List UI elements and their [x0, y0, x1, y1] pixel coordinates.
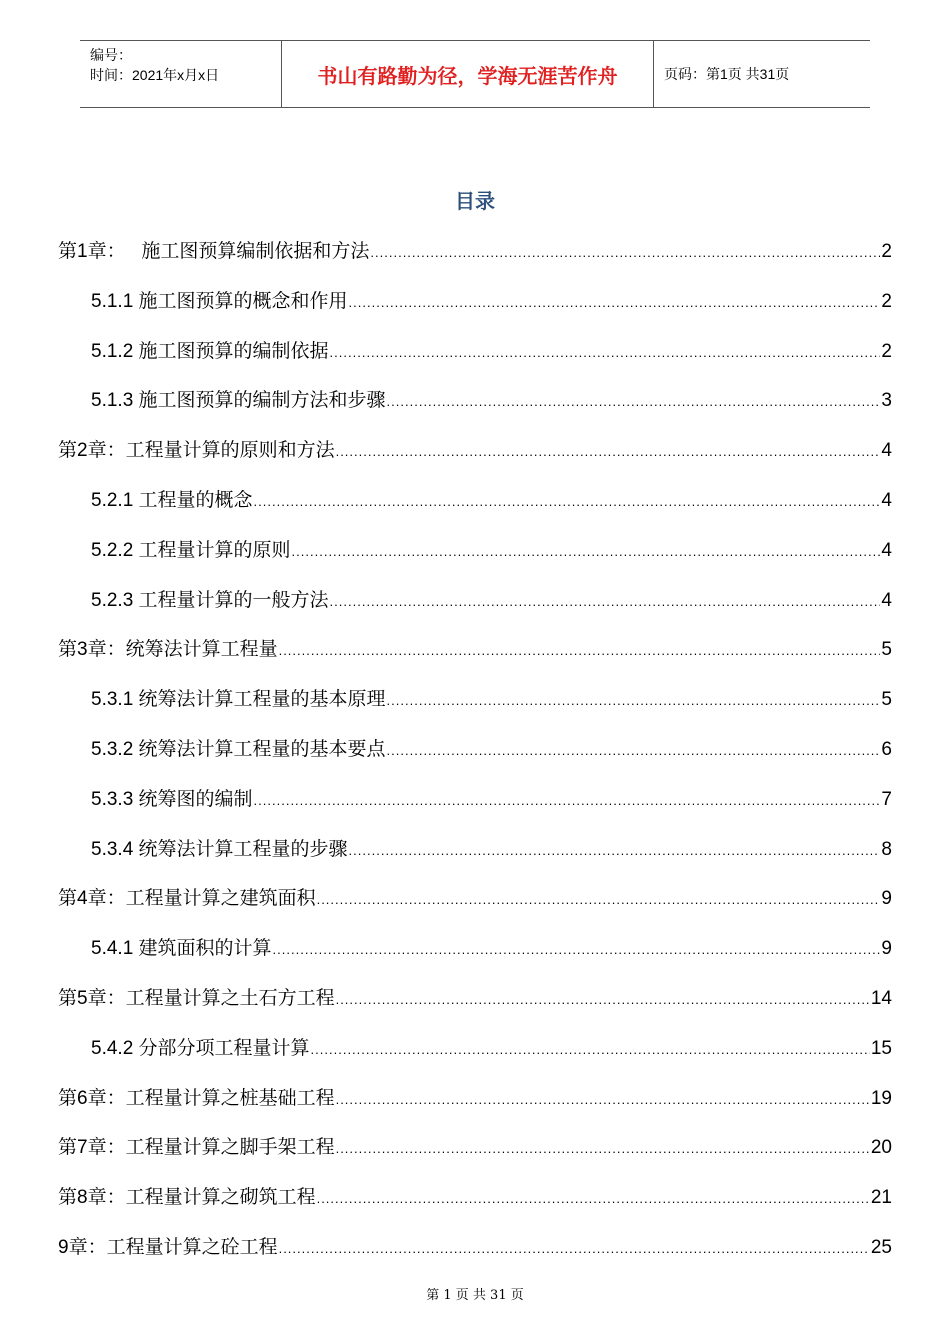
toc-leader-dots: [387, 731, 881, 771]
toc-entry[interactable]: [58, 581, 892, 631]
toc-entry-text: 第1章： 施工图预算编制依据和方法: [58, 241, 370, 262]
toc-entry[interactable]: [58, 332, 892, 382]
toc-entry-text: 5.1.2 施工图预算的编制依据: [91, 340, 329, 362]
toc-entry-text: 5.4.2 分部分项工程量计算: [91, 1037, 310, 1059]
toc-entry[interactable]: [58, 381, 892, 431]
toc-entry-page: 2: [881, 290, 892, 312]
toc-entry[interactable]: [58, 680, 892, 730]
toc-leader-dots: [279, 1229, 870, 1269]
toc-leader-dots: [330, 582, 881, 622]
page-footer: 第 1 页 共 31 页: [426, 1288, 524, 1303]
toc-entry-page: 7: [881, 788, 892, 810]
toc-entry-page: 4: [881, 539, 892, 561]
toc-entry[interactable]: [58, 929, 892, 979]
toc-entry-page: 3: [881, 390, 892, 412]
toc-entry[interactable]: [58, 730, 892, 780]
toc-entry[interactable]: [58, 1079, 892, 1129]
toc-entry-text: 5.2.3 工程量计算的一般方法: [91, 589, 329, 611]
header-motto: 书山有路勤为径，学海无涯苦作舟: [282, 41, 654, 107]
toc-entry[interactable]: [58, 780, 892, 830]
toc-entry-text: 5.1.3 施工图预算的编制方法和步骤: [91, 390, 386, 412]
toc-entry-text: 第2章：工程量计算的原则和方法: [58, 440, 335, 462]
toc-entry-page: 4: [881, 440, 892, 462]
toc-entry-page: 5: [881, 689, 892, 711]
toc-entry-page: 2: [881, 241, 892, 262]
toc-leader-dots: [317, 1179, 870, 1219]
toc-entry[interactable]: [58, 531, 892, 581]
toc-entry[interactable]: [58, 1128, 892, 1178]
toc-leader-dots: [254, 482, 881, 522]
toc-entry-text: 第5章：工程量计算之土石方工程: [58, 987, 335, 1009]
toc-leader-dots: [336, 432, 881, 472]
toc-leader-dots: [336, 1080, 870, 1120]
toc-entry[interactable]: [58, 232, 892, 282]
toc-title: 目录: [455, 191, 495, 213]
toc-leader-dots: [370, 233, 880, 273]
toc-leader-dots: [387, 681, 881, 721]
toc-entry-page: 15: [870, 1037, 892, 1059]
toc-entry-text: 第3章：统筹法计算工程量: [58, 639, 278, 661]
table-of-contents: [58, 232, 892, 1278]
toc-entry-page: 20: [870, 1137, 892, 1159]
toc-entry-page: 21: [870, 1187, 892, 1209]
page-header: [80, 40, 870, 108]
toc-entry-page: 14: [870, 987, 892, 1009]
toc-entry-page: 4: [881, 489, 892, 511]
toc-entry-page: 9: [881, 938, 892, 960]
toc-entry-page: 4: [881, 589, 892, 611]
document-number-label: 编号：: [90, 47, 132, 63]
toc-entry-text: 第6章：工程量计算之桩基础工程: [58, 1087, 335, 1109]
toc-entry-text: 5.2.1 工程量的概念: [91, 489, 253, 511]
toc-entry-page: 5: [881, 639, 892, 661]
toc-leader-dots: [387, 382, 881, 422]
toc-entry-page: 8: [881, 838, 892, 860]
toc-leader-dots: [317, 880, 881, 920]
document-time: 时间：2021年x月x日: [90, 67, 220, 83]
toc-entry-page: 6: [881, 738, 892, 760]
toc-leader-dots: [336, 980, 870, 1020]
toc-leader-dots: [349, 831, 881, 871]
toc-leader-dots: [254, 781, 881, 821]
toc-leader-dots: [311, 1030, 870, 1070]
toc-entry[interactable]: [58, 979, 892, 1029]
toc-entry[interactable]: [58, 630, 892, 680]
toc-entry-text: 5.3.3 统筹图的编制: [91, 788, 253, 810]
toc-entry[interactable]: [58, 830, 892, 880]
toc-entry-text: 5.3.4 统筹法计算工程量的步骤: [91, 838, 348, 860]
header-meta: [80, 41, 282, 107]
toc-entry[interactable]: [58, 481, 892, 531]
toc-leader-dots: [349, 283, 881, 323]
header-page-info: 页码：第1页 共31页: [664, 66, 790, 82]
toc-entry-text: 5.1.1 施工图预算的概念和作用: [91, 290, 348, 312]
toc-leader-dots: [273, 930, 881, 970]
toc-entry-page: 2: [881, 340, 892, 362]
toc-entry[interactable]: [58, 282, 892, 332]
toc-entry[interactable]: [58, 1178, 892, 1228]
toc-entry-text: 5.2.2 工程量计算的原则: [91, 539, 291, 561]
toc-entry-text: 第7章：工程量计算之脚手架工程: [58, 1137, 335, 1159]
toc-entry-text: 第8章：工程量计算之砌筑工程: [58, 1187, 316, 1209]
toc-entry-text: 5.3.1 统筹法计算工程量的基本原理: [91, 689, 386, 711]
toc-leader-dots: [279, 631, 881, 671]
toc-entry[interactable]: [58, 431, 892, 481]
toc-entry-text: 5.4.1 建筑面积的计算: [91, 938, 272, 960]
toc-entry-page: 19: [870, 1087, 892, 1109]
toc-entry[interactable]: [58, 1029, 892, 1079]
toc-entry[interactable]: [58, 879, 892, 929]
toc-leader-dots: [336, 1129, 870, 1169]
toc-leader-dots: [330, 333, 881, 373]
toc-leader-dots: [292, 532, 881, 572]
toc-entry-page: 25: [870, 1236, 892, 1258]
toc-entry[interactable]: [58, 1228, 892, 1278]
toc-entry-page: 9: [881, 888, 892, 910]
toc-entry-text: 5.3.2 统筹法计算工程量的基本要点: [91, 738, 386, 760]
toc-entry-text: 9章：工程量计算之砼工程: [58, 1236, 278, 1258]
toc-entry-text: 第4章：工程量计算之建筑面积: [58, 888, 316, 910]
